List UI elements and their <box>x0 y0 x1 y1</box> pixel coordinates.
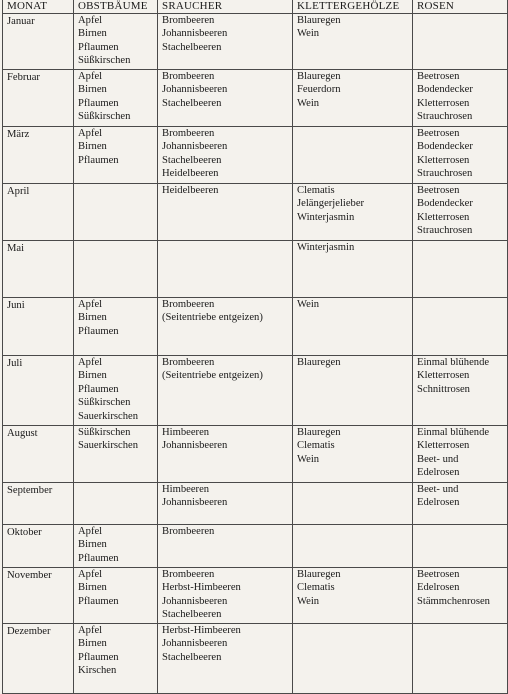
cell-entry: Stachelbeeren <box>162 97 222 109</box>
cell-entry: (Seitentriebe entgeizen) <box>162 370 263 382</box>
rosen-cell <box>413 483 508 525</box>
obstbaeume-cell <box>74 241 158 298</box>
cell-entry: Süßkirschen <box>78 397 131 409</box>
cell-entry: Jelängerjelieber <box>297 198 365 210</box>
cell-entry: Brombeeren <box>162 357 215 368</box>
obstbaeume-cell <box>74 127 158 184</box>
cell-entry: Birnen <box>78 370 107 382</box>
header-rosen: ROSEN <box>413 0 508 14</box>
cell-entry: Kirschen <box>78 665 117 677</box>
cell-entry: Johannisbeeren <box>162 141 228 153</box>
cell-entry: Apfel <box>78 569 103 580</box>
rosen-cell <box>413 70 508 127</box>
cell-entry: Birnen <box>78 141 107 153</box>
cell-entry: Birnen <box>78 84 107 96</box>
klettergehoelze-cell <box>293 298 413 356</box>
straeucher-cell <box>158 356 293 426</box>
rosen-cell <box>413 568 508 624</box>
cell-entry: Beetrosen <box>417 185 460 196</box>
cell-entry: Birnen <box>78 638 107 650</box>
cell-entry: Pflaumen <box>78 383 119 395</box>
cell-entry: Johannisbeeren <box>162 28 228 40</box>
cell-entry: Strauchrosen <box>417 225 473 237</box>
obstbaeume-cell <box>74 356 158 426</box>
cell-entry: Brombeeren <box>162 299 215 310</box>
straeucher-cell <box>158 14 293 70</box>
rosen-cell <box>413 127 508 184</box>
cell-entry: Pflaumen <box>78 651 119 663</box>
obstbaeume-cell <box>74 568 158 624</box>
month-cell: Mai <box>3 241 74 298</box>
cell-entry: Brombeeren <box>162 71 215 82</box>
cell-entry: Johannisbeeren <box>162 595 228 607</box>
obstbaeume-cell <box>74 525 158 568</box>
cell-entry: Brombeeren <box>162 15 215 26</box>
cell-entry: Beetrosen <box>417 569 460 580</box>
obstbaeume-cell <box>74 624 158 694</box>
straeucher-cell <box>158 184 293 241</box>
cell-entry: Johannisbeeren <box>162 84 228 96</box>
cell-entry: Bodendecker <box>417 141 473 153</box>
table-row <box>3 127 508 184</box>
cell-entry: Stachelbeeren <box>162 651 222 663</box>
cell-entry: Apfel <box>78 299 103 310</box>
straeucher-cell <box>158 127 293 184</box>
cell-entry: Johannisbeeren <box>162 497 228 509</box>
cell-entry: Schnittrosen <box>417 383 470 395</box>
cell-entry: Beetrosen <box>417 71 460 82</box>
cell-entry: Birnen <box>78 539 107 551</box>
cell-entry: Birnen <box>78 582 107 594</box>
cell-entry: Clematis <box>297 582 335 594</box>
cell-entry: Strauchrosen <box>417 111 473 123</box>
cell-entry: Bodendecker <box>417 84 473 96</box>
cell-entry: Sauerkirschen <box>78 410 139 422</box>
cell-entry: Himbeeren <box>162 484 210 495</box>
cell-entry: Feuerdorn <box>297 84 341 96</box>
rosen-cell <box>413 525 508 568</box>
cell-entry: Kletterrosen <box>417 97 470 109</box>
cell-entry: Johannisbeeren <box>162 638 228 650</box>
cell-entry: Einmal blühende <box>417 357 490 368</box>
cell-entry: Himbeeren <box>162 427 210 438</box>
cell-entry: Kletterrosen <box>417 211 470 223</box>
cell-entry: Blauregen <box>297 427 341 438</box>
table-row <box>3 298 508 356</box>
cell-entry: Einmal blühende <box>417 427 490 438</box>
obstbaeume-cell <box>74 426 158 483</box>
klettergehoelze-cell <box>293 426 413 483</box>
pruning-calendar-table <box>2 0 508 694</box>
table-row <box>3 70 508 127</box>
cell-entry: Apfel <box>78 128 103 139</box>
cell-entry: Clematis <box>297 185 335 196</box>
month-cell: Juli <box>3 356 74 426</box>
cell-entry: Birnen <box>78 28 107 40</box>
rosen-cell <box>413 241 508 298</box>
table-row <box>3 356 508 426</box>
cell-entry: Süßkirschen <box>78 55 131 67</box>
klettergehoelze-cell <box>293 241 413 298</box>
month-cell: Januar <box>3 14 74 70</box>
obstbaeume-cell <box>74 184 158 241</box>
cell-entry: Clematis <box>297 440 335 452</box>
klettergehoelze-cell <box>293 127 413 184</box>
month-cell: August <box>3 426 74 483</box>
header-obstbaeume: OBSTBÄUME <box>74 0 158 14</box>
cell-entry: Süßkirschen <box>78 427 131 438</box>
klettergehoelze-cell <box>293 483 413 525</box>
month-cell: März <box>3 127 74 184</box>
cell-entry: Brombeeren <box>162 569 215 580</box>
cell-entry: Winterjasmin <box>297 211 355 223</box>
cell-entry: Pflaumen <box>78 97 119 109</box>
table-header-row <box>3 0 508 14</box>
klettergehoelze-cell <box>293 568 413 624</box>
straeucher-cell <box>158 298 293 356</box>
cell-entry: Sauerkirschen <box>78 440 139 452</box>
cell-entry: Pflaumen <box>78 325 119 337</box>
straeucher-cell <box>158 70 293 127</box>
cell-entry: Pflaumen <box>78 595 119 607</box>
cell-entry: Blauregen <box>297 15 341 26</box>
klettergehoelze-cell <box>293 624 413 694</box>
cell-entry: Süßkirschen <box>78 111 131 123</box>
month-cell: April <box>3 184 74 241</box>
cell-entry: Blauregen <box>297 357 341 368</box>
cell-entry: Stachelbeeren <box>162 609 222 621</box>
cell-entry: Stämmchenrosen <box>417 595 490 607</box>
cell-entry: Kletterrosen <box>417 440 470 452</box>
month-cell: Juni <box>3 298 74 356</box>
klettergehoelze-cell <box>293 356 413 426</box>
obstbaeume-cell <box>74 298 158 356</box>
table-row <box>3 426 508 483</box>
month-cell: September <box>3 483 74 525</box>
cell-entry: Wein <box>297 453 320 465</box>
cell-entry: Pflaumen <box>78 154 119 166</box>
month-cell: Februar <box>3 70 74 127</box>
table-body <box>3 14 508 694</box>
cell-entry: Edelrosen <box>417 467 460 479</box>
cell-entry: Kletterrosen <box>417 370 470 382</box>
cell-entry: Heidelbeeren <box>162 185 219 196</box>
rosen-cell <box>413 356 508 426</box>
table-row <box>3 483 508 525</box>
cell-entry: Birnen <box>78 312 107 324</box>
cell-entry: Bodendecker <box>417 198 473 210</box>
rosen-cell <box>413 298 508 356</box>
cell-entry: Johannisbeeren <box>162 440 228 452</box>
table-row <box>3 14 508 70</box>
obstbaeume-cell <box>74 483 158 525</box>
klettergehoelze-cell <box>293 184 413 241</box>
cell-entry: Wein <box>297 595 320 607</box>
rosen-cell <box>413 184 508 241</box>
straeucher-cell <box>158 624 293 694</box>
straeucher-cell <box>158 568 293 624</box>
cell-entry: Wein <box>297 97 320 109</box>
cell-entry: Stachelbeeren <box>162 41 222 53</box>
straeucher-cell <box>158 525 293 568</box>
klettergehoelze-cell <box>293 70 413 127</box>
rosen-cell <box>413 426 508 483</box>
table-row <box>3 568 508 624</box>
cell-entry: Kletterrosen <box>417 154 470 166</box>
klettergehoelze-cell <box>293 525 413 568</box>
cell-entry: Apfel <box>78 526 103 537</box>
cell-entry: Edelrosen <box>417 582 460 594</box>
cell-entry: Herbst-Himbeeren <box>162 625 241 636</box>
table-row <box>3 525 508 568</box>
cell-entry: Wein <box>297 28 320 40</box>
cell-entry: Blauregen <box>297 569 341 580</box>
cell-entry: Apfel <box>78 15 103 26</box>
cell-entry: Beet- und <box>417 453 459 465</box>
klettergehoelze-cell <box>293 14 413 70</box>
straeucher-cell <box>158 483 293 525</box>
cell-entry: Stachelbeeren <box>162 154 222 166</box>
table-row <box>3 184 508 241</box>
straeucher-cell <box>158 426 293 483</box>
header-monat: MONAT <box>3 0 74 14</box>
rosen-cell <box>413 14 508 70</box>
header-klettergehoelze: KLETTERGEHÖLZE <box>293 0 413 14</box>
cell-entry: Blauregen <box>297 71 341 82</box>
cell-entry: Brombeeren <box>162 128 215 139</box>
cell-entry: Apfel <box>78 625 103 636</box>
obstbaeume-cell <box>74 14 158 70</box>
header-straeucher: SRAUCHER <box>158 0 293 14</box>
cell-entry: Apfel <box>78 71 103 82</box>
cell-entry: Pflaumen <box>78 552 119 564</box>
cell-entry: Beetrosen <box>417 128 460 139</box>
month-cell: November <box>3 568 74 624</box>
table-row <box>3 624 508 694</box>
month-cell: Dezember <box>3 624 74 694</box>
cell-entry: Herbst-Himbeeren <box>162 582 241 594</box>
cell-entry: Pflaumen <box>78 41 119 53</box>
table-row <box>3 241 508 298</box>
cell-entry: Brombeeren <box>162 526 215 537</box>
month-cell: Oktober <box>3 525 74 568</box>
cell-entry: (Seitentriebe entgeizen) <box>162 312 263 324</box>
cell-entry: Winterjasmin <box>297 242 355 253</box>
cell-entry: Beet- und <box>417 484 459 495</box>
cell-entry: Heidelbeeren <box>162 168 219 180</box>
obstbaeume-cell <box>74 70 158 127</box>
cell-entry: Edelrosen <box>417 497 460 509</box>
cell-entry: Wein <box>297 299 320 310</box>
cell-entry: Strauchrosen <box>417 168 473 180</box>
rosen-cell <box>413 624 508 694</box>
cell-entry: Apfel <box>78 357 103 368</box>
straeucher-cell <box>158 241 293 298</box>
